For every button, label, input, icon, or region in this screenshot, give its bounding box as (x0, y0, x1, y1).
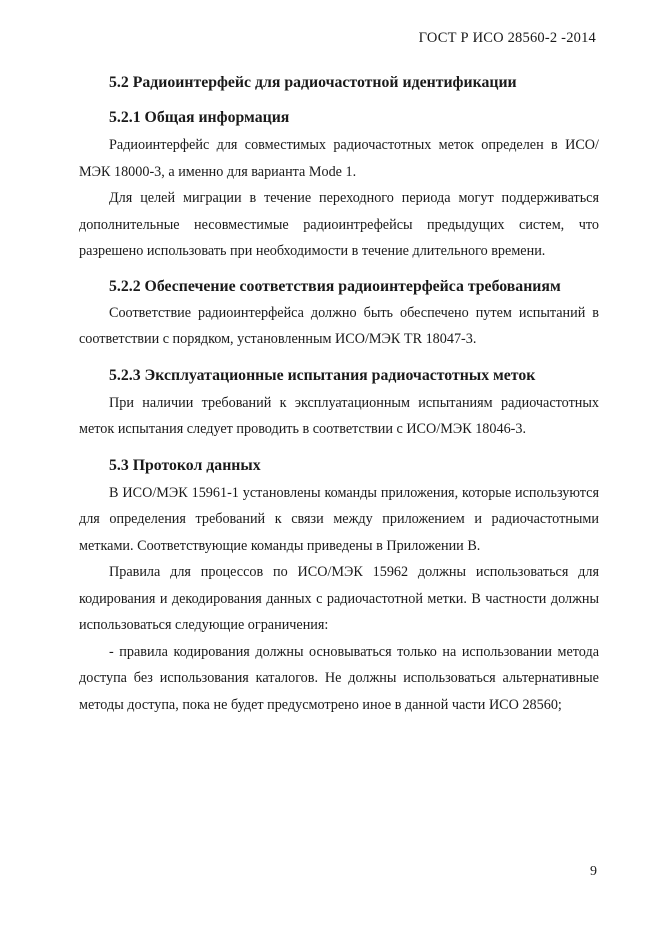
section-5-3-paragraph-2: Правила для процессов по ИСО/МЭК 15962 должны использоваться для кодирования и декодирования данных с радиочастотной метки. В частности должны использоваться следующие ограничения: (79, 564, 599, 633)
section-5-2-1-title: 5.2.1 Общая информация (109, 109, 290, 126)
section-5-2-2-paragraph-1: Соответствие радиоинтерфейса должно быть обеспечено путем испытаний в соответствии с порядком, установленным ИСО/МЭК TR 18047-3. (79, 304, 599, 347)
page-number: 9 (590, 864, 597, 879)
document-body (79, 68, 599, 718)
section-5-2-2-title: 5.2.2 Обеспечение соответствия радиоинтерфейса требованиям (109, 277, 561, 295)
section-5-2-3-title: 5.2.3 Эксплуатационные испытания радиочастотных меток (109, 366, 536, 384)
section-5-2-1-paragraph-2: Для целей миграции в течение переходного периода могут поддерживаться дополнительные несовместимые радиоинтрефейсы предыдущих систем, что разрешено использовать при необходимости в течение длительного времени. (79, 190, 599, 259)
section-5-2-title: 5.2 Радиоинтерфейс для радиочастотной идентификации (109, 74, 517, 91)
section-5-3-title: 5.3 Протокол данных (109, 456, 261, 474)
section-5-2-1-paragraph-1: Радиоинтерфейс для совместимых радиочастотных меток определен в ИСО/МЭК 18000-3, а именно для варианта Mode 1. (79, 137, 599, 180)
document-code-header: ГОСТ Р ИСО 28560-2 -2014 (418, 30, 596, 46)
section-5-3-paragraph-1: В ИСО/МЭК 15961-1 установлены команды приложения, которые используются для определения требований к связи между приложением и радиочастотными метками. Соответствующие команды приведены в Приложении В. (79, 484, 599, 554)
section-5-2-3-paragraph-1: При наличии требований к эксплуатационным испытаниям радиочастотных меток испытания следует проводить в соответствии с ИСО/МЭК 18046-3. (79, 394, 599, 437)
section-5-3-paragraph-3: - правила кодирования должны основываться только на использовании метода доступа без использования каталогов. Не должны использоваться альтернативные методы доступа, пока не будет предусмотрено иное в данной части ИСО 28560; (79, 643, 599, 713)
